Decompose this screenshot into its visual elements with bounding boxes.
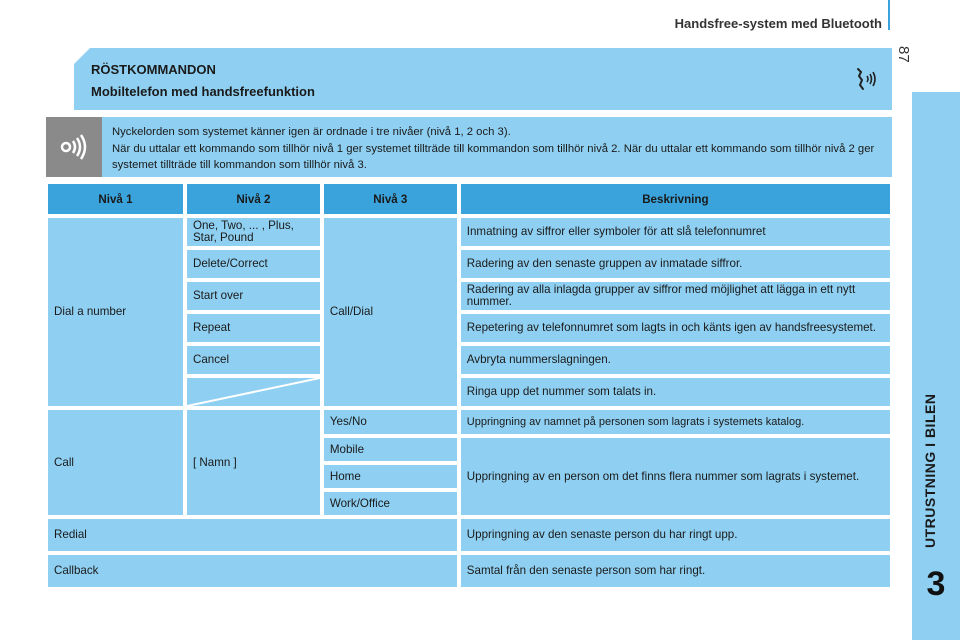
col-header-level3: Nivå 3 bbox=[322, 182, 459, 216]
table-header-row bbox=[46, 182, 892, 216]
intro-line-1: Nyckelorden som systemet känner igen är ordnade i tre nivåer (nivå 1, 2 och 3). bbox=[112, 126, 511, 138]
intro-line-2: När du uttalar ett kommando som tillhör nivå 1 ger systemet tillträde till kommandon som tillhör nivå 2. När du uttalar ett kommando som tillhör nivå 2 ger systemet tillträde till kommandon som tillhör nivå 3. bbox=[112, 142, 875, 171]
dial-level2-cell: Start over bbox=[185, 280, 322, 312]
redial-level1-cell: Redial bbox=[46, 517, 459, 553]
call-level3-cell: Yes/No bbox=[322, 408, 459, 436]
description-cell: Repetering av telefonnumret som lagts in och känts igen av handsfreesystemet. bbox=[459, 312, 892, 344]
col-header-level1: Nivå 1 bbox=[46, 182, 185, 216]
callback-level1-cell: Callback bbox=[46, 553, 459, 589]
header-rule bbox=[888, 0, 890, 30]
dial-level2-cell: One, Two, ... , Plus, Star, Pound bbox=[185, 216, 322, 248]
dial-level2-cell: Cancel bbox=[185, 344, 322, 376]
table-row bbox=[46, 408, 892, 436]
section-title-band bbox=[74, 48, 892, 110]
description-cell: Uppringning av en person om det finns flera nummer som lagrats i systemet. bbox=[459, 436, 892, 517]
voice-command-icon bbox=[852, 66, 878, 92]
command-table bbox=[46, 182, 892, 589]
table-row bbox=[46, 216, 892, 248]
chapter-number: 3 bbox=[926, 565, 946, 603]
speaker-icon bbox=[60, 133, 88, 161]
description-cell: Uppringning av den senaste person du har ringt upp. bbox=[459, 517, 892, 553]
diagonal-line-icon bbox=[187, 378, 320, 406]
table-row bbox=[46, 553, 892, 589]
dial-level2-cell: Delete/Correct bbox=[185, 248, 322, 280]
call-level3-cell: Work/Office bbox=[322, 490, 459, 517]
col-header-level2: Nivå 2 bbox=[185, 182, 322, 216]
description-cell: Radering av alla inlagda grupper av siffror med möjlighet att lägga in ett nytt nummer. bbox=[459, 280, 892, 312]
call-level1-cell: Call bbox=[46, 408, 185, 517]
description-cell: Avbryta nummerslagningen. bbox=[459, 344, 892, 376]
call-level3-cell: Mobile bbox=[322, 436, 459, 463]
intro-icon-box bbox=[46, 117, 102, 177]
running-header: Handsfree-system med Bluetooth bbox=[674, 16, 882, 31]
page-number: 87 bbox=[895, 46, 912, 63]
chapter-side-tab bbox=[912, 92, 960, 640]
dial-level3-cell: Call/Dial bbox=[322, 216, 459, 408]
dial-level2-cell: Repeat bbox=[185, 312, 322, 344]
intro-text bbox=[112, 124, 882, 174]
title-band-corner bbox=[74, 48, 90, 64]
table-row bbox=[46, 517, 892, 553]
section-title: RÖSTKOMMANDON bbox=[91, 62, 216, 77]
description-cell: Ringa upp det nummer som talats in. bbox=[459, 376, 892, 408]
call-level3-cell: Home bbox=[322, 463, 459, 490]
description-cell: Samtal från den senaste person som har ringt. bbox=[459, 553, 892, 589]
chapter-label-text: UTRUSTNING I BILEN bbox=[922, 393, 938, 548]
empty-diagonal-cell bbox=[185, 376, 322, 408]
section-subtitle: Mobiltelefon med handsfreefunktion bbox=[91, 84, 315, 99]
description-cell: Inmatning av siffror eller symboler för att slå telefonnumret bbox=[459, 216, 892, 248]
dial-level1-cell: Dial a number bbox=[46, 216, 185, 408]
col-header-description: Beskrivning bbox=[459, 182, 892, 216]
description-cell: Uppringning av namnet på personen som lagrats i systemets katalog. bbox=[459, 408, 892, 436]
description-cell: Radering av den senaste gruppen av inmatade siffror. bbox=[459, 248, 892, 280]
call-level2-cell: [ Namn ] bbox=[185, 408, 322, 517]
